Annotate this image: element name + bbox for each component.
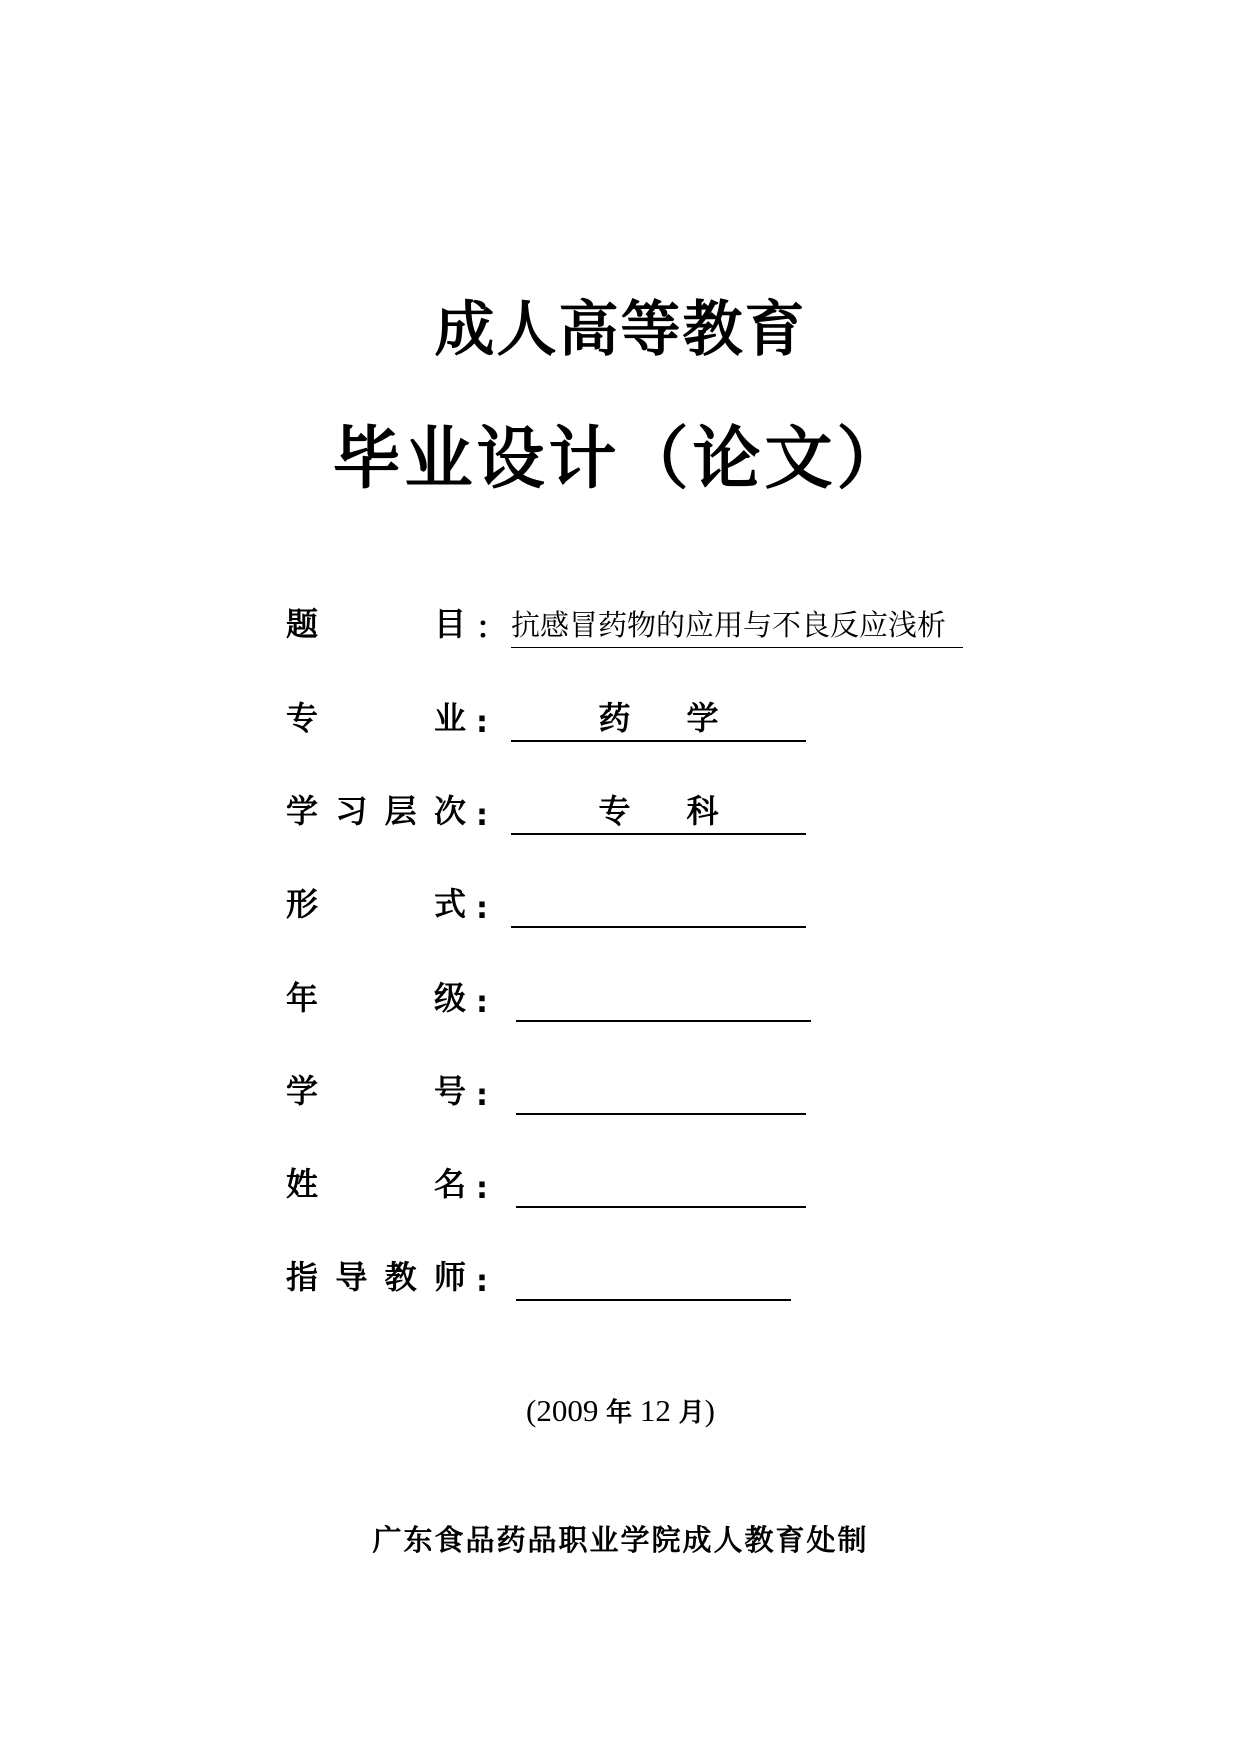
- field-colon: :: [476, 798, 488, 833]
- field-label-grade: 年 级: [286, 979, 466, 1017]
- field-label-study-level: 学 习 层 次: [286, 792, 466, 830]
- field-value-topic: 抗感冒药物的应用与不良反应浅析: [511, 603, 963, 648]
- submission-date: (2009 年 12 月): [526, 1393, 715, 1428]
- field-value-name: [516, 1162, 806, 1208]
- field-value-major: 药 学: [511, 696, 806, 742]
- field-value-student-id: [516, 1069, 806, 1115]
- field-colon: :: [476, 891, 488, 926]
- field-colon: ：: [476, 611, 506, 646]
- cover-title-line-2: 毕业设计（论文）: [332, 420, 909, 499]
- issuer-line: 广东食品药品职业学院成人教育处制: [372, 1523, 869, 1557]
- field-colon: :: [476, 1264, 488, 1299]
- field-label-form: 形 式: [286, 885, 466, 923]
- field-label-name: 姓 名: [286, 1165, 466, 1203]
- field-value-study-level: 专 科: [511, 789, 806, 835]
- field-colon: :: [476, 1171, 488, 1206]
- field-label-major: 专 业: [286, 699, 466, 737]
- field-label-student-id: 学 号: [286, 1072, 466, 1110]
- field-value-grade: [516, 976, 811, 1022]
- field-colon: :: [476, 1078, 488, 1113]
- field-colon: :: [476, 705, 488, 740]
- field-label-advisor: 指 导 教 师: [286, 1258, 466, 1296]
- cover-title-line-1: 成人高等教育: [434, 295, 807, 365]
- field-label-topic: 题 目: [286, 605, 466, 643]
- field-colon: :: [476, 985, 488, 1020]
- field-value-form: [511, 882, 806, 928]
- field-value-advisor: [516, 1255, 791, 1301]
